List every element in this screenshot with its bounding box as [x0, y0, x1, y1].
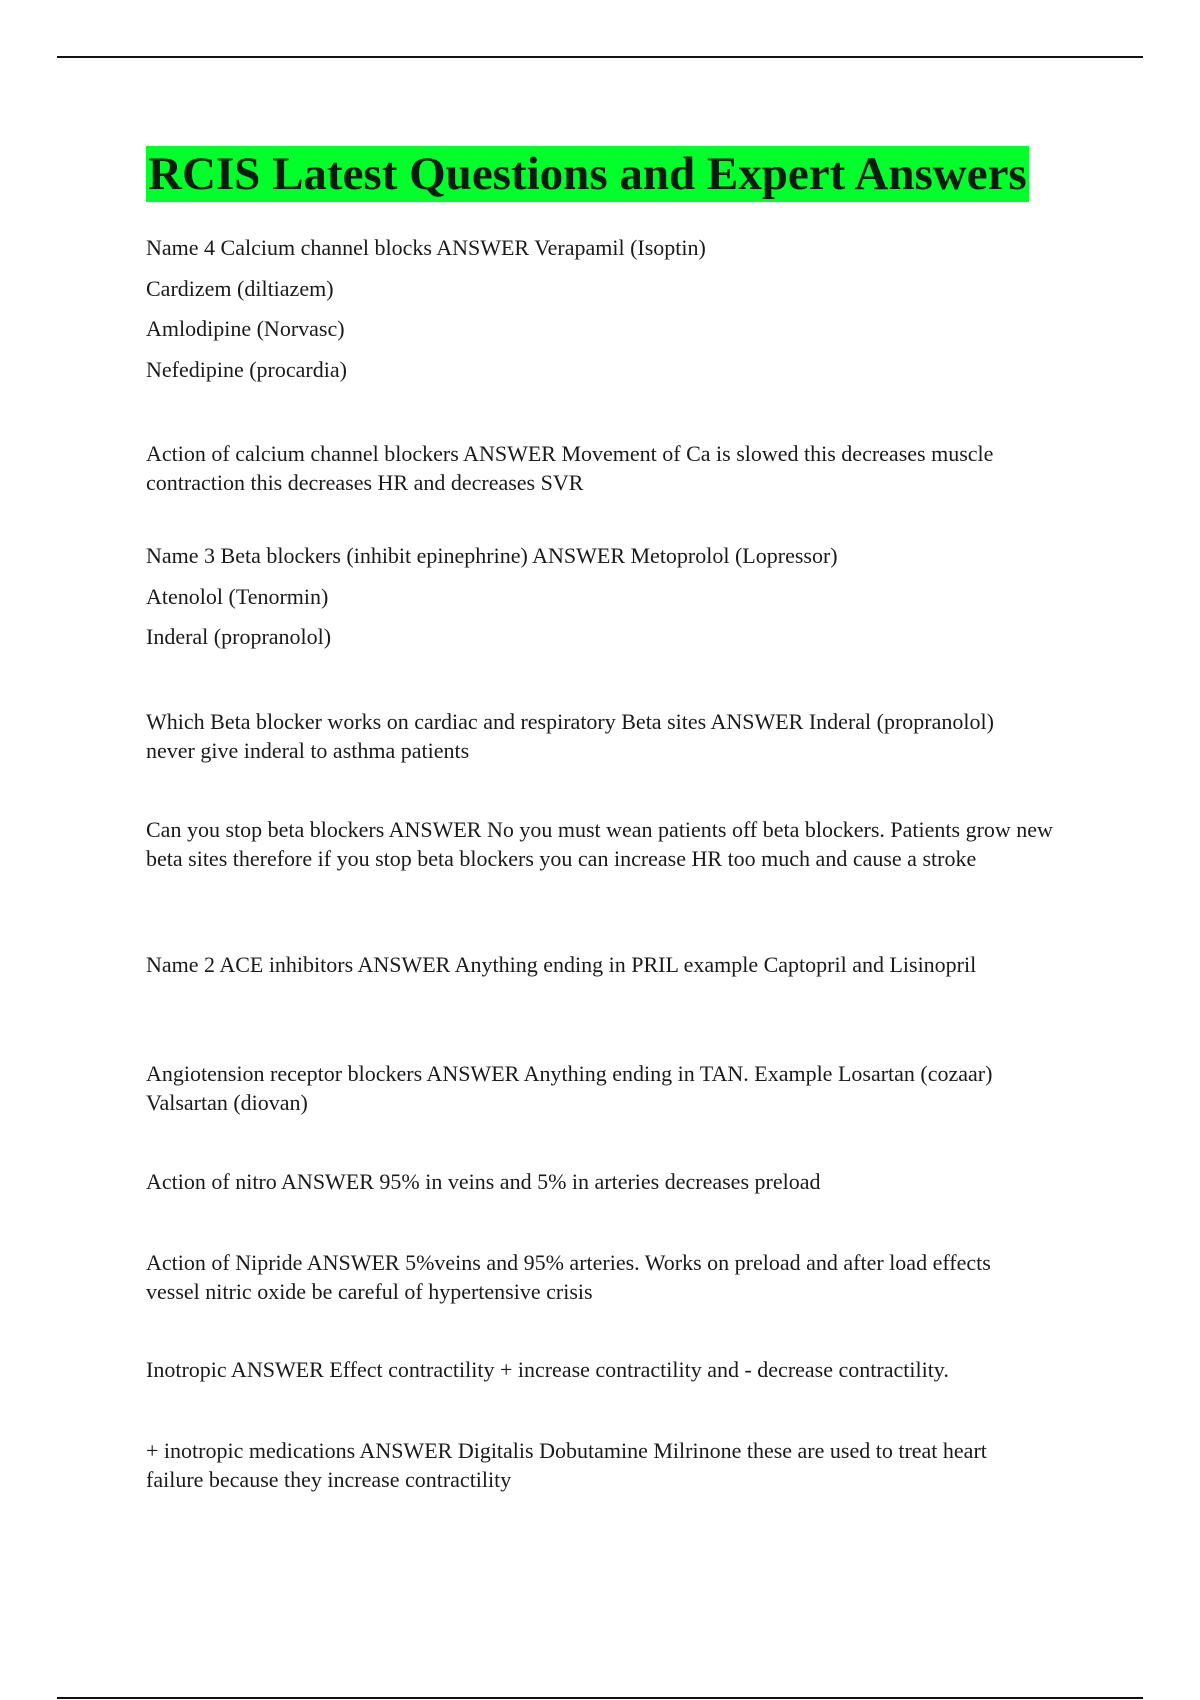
- qa-block-stop-beta-blockers: Can you stop beta blockers ANSWER No you must wean patients off beta blockers. Patients grow new beta sites therefore if you stop beta blockers you can increase HR too much and cause a stroke: [146, 817, 1053, 871]
- qa-line: Name 3 Beta blockers (inhibit epinephrine) ANSWER Metoprolol (Lopressor): [146, 543, 838, 568]
- qa-block-beta-sites: Which Beta blocker works on cardiac and respiratory Beta sites ANSWER Inderal (propranolol) never give inderal to asthma patients: [146, 709, 994, 763]
- qa-line: Atenolol (Tenormin): [146, 583, 329, 609]
- qa-block-positive-inotropic: + inotropic medications ANSWER Digitalis Dobutamine Milrinone these are used to treat heart failure because they increase contractility: [146, 1438, 987, 1492]
- header-rule: [57, 56, 1143, 58]
- qa-line: Inderal (propranolol): [146, 624, 332, 649]
- footer-rule: [57, 1697, 1143, 1699]
- qa-block-ccb-action: Action of calcium channel blockers ANSWER Movement of Ca is slowed this decreases muscle contraction this decreases HR and decreases SVR: [146, 441, 994, 495]
- qa-block-arb: Angiotension receptor blockers ANSWER Anything ending in TAN. Example Losartan (cozaar) Valsartan (diovan): [146, 1061, 993, 1115]
- qa-line: Cardizem (diltiazem): [146, 275, 334, 301]
- qa-line: Amlodipine (Norvasc): [146, 316, 345, 341]
- qa-line: Name 4 Calcium channel blocks ANSWER Verapamil (Isoptin): [146, 235, 706, 260]
- qa-block-calcium-channel-blockers: [146, 228, 1066, 390]
- document-body: [146, 146, 1066, 1492]
- qa-block-ace-inhibitors: Name 2 ACE inhibitors ANSWER Anything ending in PRIL example Captopril and Lisinopril: [146, 952, 977, 977]
- page-title: RCIS Latest Questions and Expert Answers: [148, 148, 1027, 200]
- qa-block-nitro: Action of nitro ANSWER 95% in veins and 5% in arteries decreases preload: [146, 1169, 821, 1194]
- qa-block-inotropic: Inotropic ANSWER Effect contractility + increase contractility and - decrease contractility.: [146, 1357, 949, 1382]
- qa-line: Nefedipine (procardia): [146, 356, 347, 382]
- qa-block-beta-blockers: [146, 536, 1066, 658]
- qa-block-nipride: Action of Nipride ANSWER 5%veins and 95% arteries. Works on preload and after load effects vessel nitric oxide be careful of hypertensive crisis: [146, 1250, 991, 1304]
